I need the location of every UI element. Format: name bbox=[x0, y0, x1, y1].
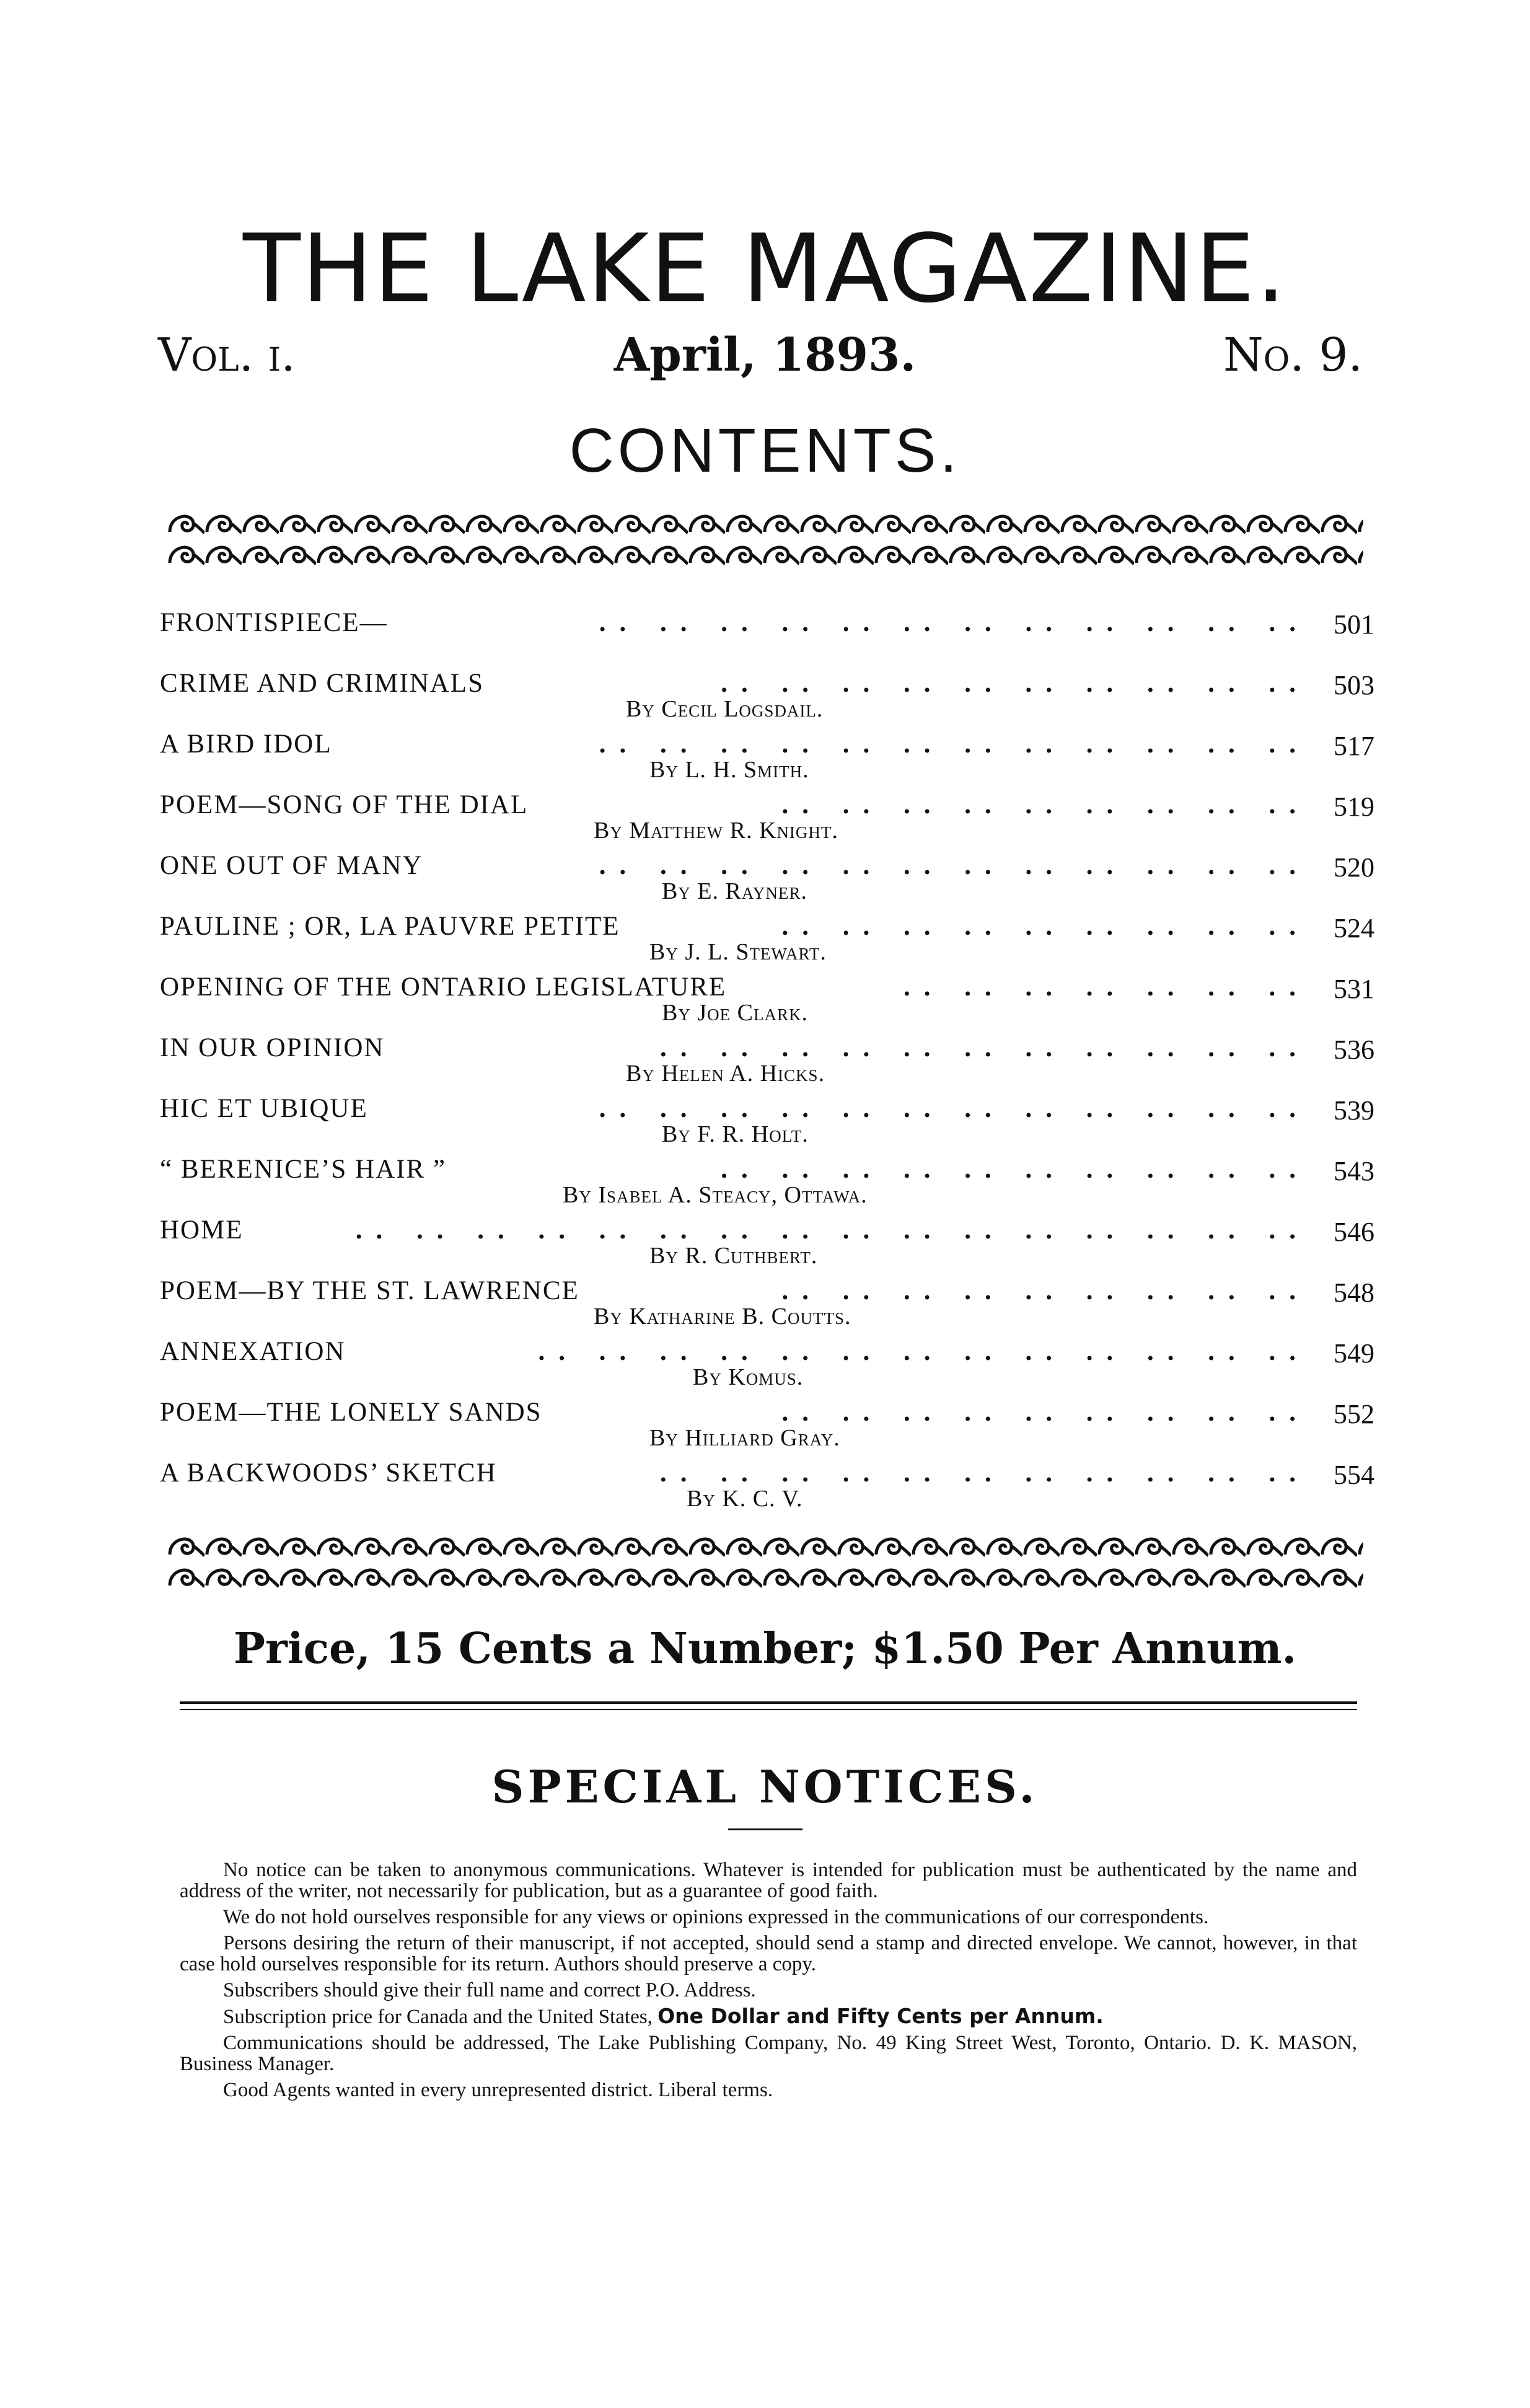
dot-leader: .. .. .. .. .. .. .. .. .. .. .. .. bbox=[599, 1094, 1309, 1123]
toc-entry-title: CRIME AND CRIMINALS bbox=[160, 669, 484, 698]
notice-paragraph: Subscribers should give their full name and correct P.O. Address. bbox=[223, 1979, 756, 2001]
toc-entry-page: 503 bbox=[1334, 670, 1374, 700]
toc-entry-page: 548 bbox=[1334, 1277, 1374, 1308]
dot-leader: .. .. .. .. .. .. .. .. .. .. bbox=[721, 1155, 1309, 1184]
toc-entry-author: By K. C. V. bbox=[687, 1486, 803, 1512]
toc-entry-title: A BACKWOODS’ SKETCH bbox=[160, 1458, 497, 1488]
toc-entry-author: By Joe Clark. bbox=[662, 1000, 808, 1026]
toc-entry-author: By Helen A. Hicks. bbox=[626, 1061, 825, 1087]
notice-paragraph: Persons desiring the return of their manuscript, if not accepted, should send a stamp and directed envelope. We cannot, however, in that case hold ourselves responsible for its return. Authors should preserve a copy. bbox=[180, 1932, 1357, 1975]
toc-entry-page: 552 bbox=[1334, 1399, 1374, 1429]
dot-leader: .. .. .. .. .. .. .. .. .. bbox=[781, 790, 1309, 819]
price-line: Price, 15 Cents a Number; $1.50 Per Annum. bbox=[233, 1624, 1297, 1674]
toc-entry-title: HIC ET UBIQUE bbox=[160, 1094, 368, 1123]
toc-entry-page: 539 bbox=[1334, 1095, 1374, 1126]
toc-entry-title: OPENING OF THE ONTARIO LEGISLATURE bbox=[160, 972, 727, 1002]
dot-leader: .. .. .. .. .. .. .. .. .. .. .. .. .. bbox=[538, 1337, 1309, 1366]
toc-entry[interactable] bbox=[160, 668, 1374, 729]
dot-leader: .. .. .. .. .. .. .. .. .. .. .. .. bbox=[599, 608, 1309, 637]
volume-label: Vol. i. bbox=[158, 329, 296, 382]
toc-entry[interactable] bbox=[160, 911, 1374, 972]
toc-entry[interactable] bbox=[160, 1336, 1374, 1397]
issue-date: April, 1893. bbox=[613, 329, 917, 382]
toc-entry-title: A BIRD IDOL bbox=[160, 730, 332, 759]
toc-entry-author: By E. Rayner. bbox=[662, 878, 807, 904]
subscription-text: Subscription price for Canada and the United States, bbox=[223, 2006, 653, 2028]
special-notices-heading: SPECIAL NOTICES. bbox=[491, 1760, 1039, 1813]
toc-entry-page: 536 bbox=[1334, 1034, 1374, 1065]
toc-entry-page: 517 bbox=[1334, 731, 1374, 761]
toc-entry-title: PAULINE ; OR, LA PAUVRE PETITE bbox=[160, 912, 620, 941]
dot-leader: .. .. .. .. .. .. .. .. .. bbox=[781, 1398, 1309, 1427]
subscription-price: One Dollar and Fifty Cents per Annum. bbox=[657, 2004, 1104, 2028]
toc-entry[interactable] bbox=[160, 1458, 1374, 1519]
toc-entry-page: 524 bbox=[1334, 913, 1374, 943]
toc-entry-title: ONE OUT OF MANY bbox=[160, 851, 423, 880]
dot-leader: .. .. .. .. .. .. .. .. .. .. .. bbox=[660, 1458, 1309, 1488]
toc-entry-title: HOME bbox=[160, 1215, 244, 1245]
toc-entry-author: By R. Cuthbert. bbox=[649, 1243, 818, 1269]
toc-entry[interactable] bbox=[160, 1276, 1374, 1336]
magazine-title: THE LAKE MAGAZINE. bbox=[243, 214, 1287, 324]
dot-leader: .. .. .. .. .. .. .. .. .. .. .. .. bbox=[599, 851, 1309, 880]
toc-entry-author: By Katharine B. Coutts. bbox=[594, 1303, 851, 1330]
toc-entry-title: ANNEXATION bbox=[160, 1337, 346, 1366]
toc-entry-author: By J. L. Stewart. bbox=[649, 939, 827, 965]
toc-entry-author: By Cecil Logsdail. bbox=[626, 696, 824, 722]
toc-entry-author: By Komus. bbox=[693, 1364, 804, 1390]
toc-entry[interactable] bbox=[160, 1215, 1374, 1276]
notice-paragraph: Good Agents wanted in every unrepresented district. Liberal terms. bbox=[223, 2079, 773, 2101]
table-of-contents bbox=[160, 607, 1374, 1519]
special-notices-body bbox=[180, 1859, 1357, 2106]
notice-paragraph bbox=[180, 2006, 1357, 2027]
dot-leader: .. .. .. .. .. .. .. .. .. bbox=[781, 912, 1309, 941]
notice-paragraph: Communications should be addressed, The Lake Publishing Company, No. 49 King Street West, Toronto, Ontario. D. K. MASON, Business Manager. bbox=[180, 2032, 1357, 2075]
toc-entry[interactable] bbox=[160, 790, 1374, 850]
wave-ornament-top-icon bbox=[167, 508, 1363, 576]
toc-entry-page: 554 bbox=[1334, 1460, 1374, 1490]
contents-heading: CONTENTS. bbox=[569, 416, 961, 485]
toc-entry[interactable] bbox=[160, 1154, 1374, 1215]
toc-entry-page: 520 bbox=[1334, 852, 1374, 883]
toc-entry-page: 543 bbox=[1334, 1156, 1374, 1186]
toc-entry-author: By Hilliard Gray. bbox=[649, 1425, 840, 1451]
toc-entry[interactable] bbox=[160, 729, 1374, 790]
toc-entry-page: 549 bbox=[1334, 1338, 1374, 1369]
toc-entry[interactable] bbox=[160, 1397, 1374, 1458]
toc-entry-author: By Isabel A. Steacy, Ottawa. bbox=[563, 1182, 868, 1208]
toc-entry[interactable] bbox=[160, 850, 1374, 911]
dot-leader: .. .. .. .. .. .. .. .. .. .. bbox=[721, 669, 1309, 698]
toc-entry[interactable] bbox=[160, 607, 1374, 668]
heading-divider bbox=[728, 1828, 802, 1830]
dot-leader: .. .. .. .. .. .. .. .. .. .. .. bbox=[660, 1033, 1309, 1062]
toc-entry-page: 531 bbox=[1334, 974, 1374, 1004]
toc-entry-title: POEM—THE LONELY SANDS bbox=[160, 1398, 542, 1427]
toc-entry[interactable] bbox=[160, 1033, 1374, 1093]
toc-entry[interactable] bbox=[160, 972, 1374, 1033]
double-rule-top bbox=[180, 1701, 1357, 1704]
dot-leader: .. .. .. .. .. .. .. .. .. bbox=[781, 1276, 1309, 1305]
double-rule-bottom bbox=[180, 1709, 1357, 1710]
toc-entry-title: “ BERENICE’S HAIR ” bbox=[160, 1155, 446, 1184]
notice-paragraph: No notice can be taken to anonymous communications. Whatever is intended for publication must be authenticated by the name and address of the writer, not necessarily for publication, but as a guarantee of good faith. bbox=[180, 1859, 1357, 1902]
notice-paragraph: We do not hold ourselves responsible for any views or opinions expressed in the communications of our correspondents. bbox=[223, 1906, 1209, 1928]
issue-number: No. 9. bbox=[1223, 329, 1363, 382]
toc-entry-title: POEM—SONG OF THE DIAL bbox=[160, 790, 529, 819]
toc-entry-page: 519 bbox=[1334, 792, 1374, 822]
dot-leader: .. .. .. .. .. .. .. .. .. .. .. .. bbox=[599, 730, 1309, 759]
dot-leader: .. .. .. .. .. .. .. bbox=[903, 972, 1309, 1002]
toc-entry-title: POEM—BY THE ST. LAWRENCE bbox=[160, 1276, 579, 1305]
dot-leader: .. .. .. .. .. .. .. .. .. .. .. .. .. .. .. .. bbox=[355, 1215, 1309, 1245]
toc-entry-page: 546 bbox=[1334, 1217, 1374, 1247]
wave-ornament-bottom-icon bbox=[167, 1531, 1363, 1599]
toc-entry-author: By L. H. Smith. bbox=[649, 757, 809, 783]
toc-entry-title: IN OUR OPINION bbox=[160, 1033, 385, 1062]
toc-entry[interactable] bbox=[160, 1093, 1374, 1154]
toc-entry-page: 501 bbox=[1334, 609, 1374, 640]
toc-entry-title: FRONTISPIECE— bbox=[160, 608, 388, 637]
toc-entry-author: By Matthew R. Knight. bbox=[594, 818, 838, 844]
toc-entry-author: By F. R. Holt. bbox=[662, 1121, 809, 1147]
